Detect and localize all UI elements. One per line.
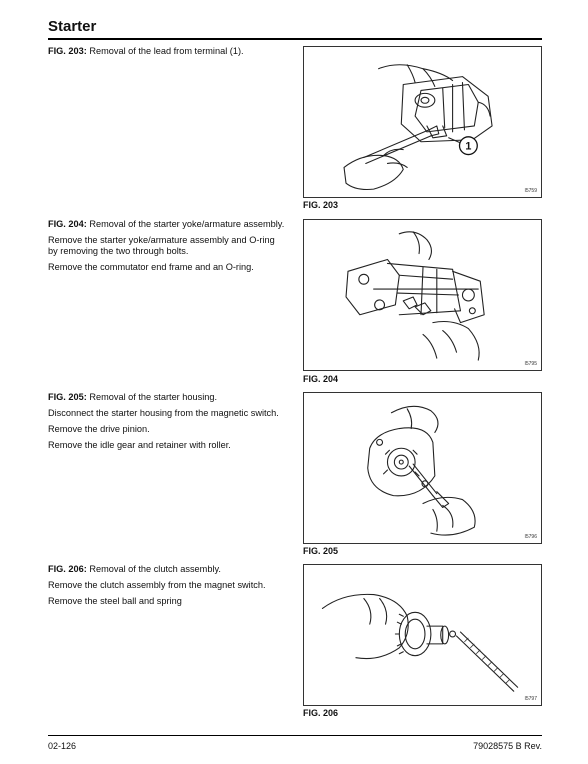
paragraph (48, 440, 286, 451)
figure-204-image (303, 219, 542, 371)
starter-terminal-illustration (304, 47, 541, 197)
yoke-armature-illustration (304, 220, 541, 370)
paragraph-text: Disconnect the starter housing from the magnetic switch. (48, 408, 279, 418)
callout-label: 1 (465, 140, 472, 153)
figure-203-image (303, 46, 542, 198)
figure-id: I5796 (524, 534, 537, 540)
paragraph (48, 564, 286, 575)
figure-205-image (303, 392, 542, 544)
figure-id: I5797 (524, 696, 537, 702)
figure-caption: FIG. 205 (303, 546, 339, 556)
header-rule (48, 38, 542, 40)
starter-housing-illustration (304, 393, 541, 543)
figure-id: I5795 (524, 361, 537, 367)
footer-rule (48, 735, 542, 736)
document-number: 79028575 B Rev. (473, 741, 542, 751)
paragraph (48, 580, 286, 591)
paragraph-text: Removal of the starter yoke/armature assembly. (86, 219, 285, 229)
paragraph-text: Remove the drive pinion. (48, 424, 150, 434)
paragraph (48, 262, 286, 273)
fig-ref: FIG. 203: (48, 46, 87, 56)
paragraph (48, 46, 286, 57)
figure-caption: FIG. 206 (303, 708, 339, 718)
paragraph (48, 424, 286, 435)
paragraph-text: Remove the steel ball and spring (48, 596, 182, 606)
paragraph-text: Remove the commutator end frame and an O-ring. (48, 262, 254, 272)
page-title: Starter (48, 18, 97, 35)
paragraph-text: Removal of the lead from terminal (1). (86, 46, 244, 56)
paragraph (48, 596, 286, 607)
section-fig-206-text (48, 564, 286, 612)
figure-caption: FIG. 203 (303, 200, 339, 210)
clutch-assembly-illustration (304, 565, 541, 705)
paragraph-text: Removal of the starter housing. (86, 392, 218, 402)
figure-206-image (303, 564, 542, 706)
paragraph-text: Removal of the clutch assembly. (86, 564, 221, 574)
paragraph (48, 392, 286, 403)
paragraph-text: Remove the idle gear and retainer with roller. (48, 440, 231, 450)
page-number: 02-126 (48, 741, 77, 751)
fig-ref: FIG. 205: (48, 392, 87, 402)
figure-caption: FIG. 204 (303, 374, 339, 384)
paragraph (48, 408, 286, 419)
section-fig-204-text (48, 219, 286, 278)
figure-id: I5759 (524, 188, 537, 194)
fig-ref: FIG. 206: (48, 564, 87, 574)
paragraph (48, 235, 286, 257)
section-fig-203-text (48, 46, 286, 62)
paragraph-text: Remove the clutch assembly from the magnet switch. (48, 580, 266, 590)
paragraph (48, 219, 286, 230)
fig-ref: FIG. 204: (48, 219, 87, 229)
section-fig-205-text (48, 392, 286, 456)
paragraph-text: Remove the starter yoke/armature assembly and O-ring by removing the two through bolts. (48, 235, 275, 256)
